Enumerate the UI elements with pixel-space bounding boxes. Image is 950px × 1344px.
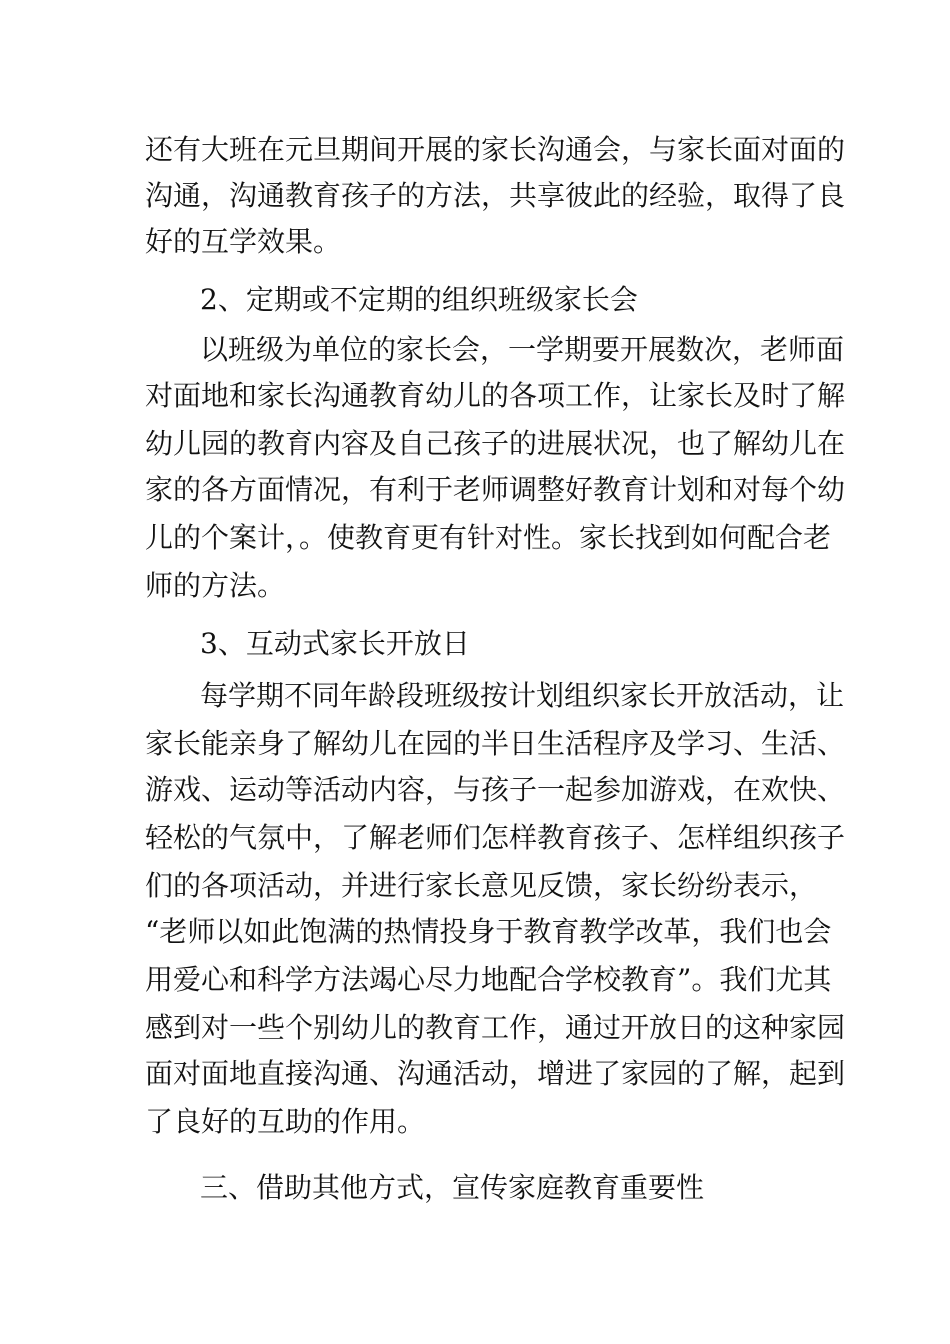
paragraph-line: 每学期不同年龄段班级按计划组织家长开放活动，让 <box>200 679 845 712</box>
paragraph-line: 面对面地直接沟通、沟通活动，增进了家园的了解，起到 <box>145 1057 846 1090</box>
paragraph-line: 轻松的气氛中，了解老师们怎样教育孩子、怎样组织孩子 <box>145 821 846 854</box>
section-heading: 三、借助其他方式，宣传家庭教育重要性 <box>200 1171 705 1204</box>
paragraph-line: 用爱心和科学方法竭心尽力地配合学校教育”。我们尤其 <box>145 963 832 996</box>
paragraph-line: 游戏、运动等活动内容，与孩子一起参加游戏，在欢快、 <box>145 773 846 806</box>
section-heading: 3、互动式家长开放日 <box>200 627 470 660</box>
paragraph-line: 对面地和家长沟通教育幼儿的各项工作，让家长及时了解 <box>145 379 846 412</box>
paragraph-line: 家长能亲身了解幼儿在园的半日生活程序及学习、生活、 <box>145 727 846 760</box>
paragraph-line: 儿的个案计，。使教育更有针对性。家长找到如何配合老 <box>145 521 832 554</box>
paragraph-line: 师的方法。 <box>145 569 286 602</box>
paragraph-line: 了良好的互助的作用。 <box>145 1105 426 1138</box>
paragraph-line: 家的各方面情况，有利于老师调整好教育计划和对每个幼 <box>145 473 846 506</box>
paragraph-line: 感到对一些个别幼儿的教育工作，通过开放日的这种家园 <box>145 1011 846 1044</box>
paragraph-line: 以班级为单位的家长会，一学期要开展数次，老师面 <box>200 333 845 366</box>
paragraph-line: 还有大班在元旦期间开展的家长沟通会，与家长面对面的 <box>145 133 846 166</box>
paragraph-line: 沟通，沟通教育孩子的方法，共享彼此的经验，取得了良 <box>145 179 846 212</box>
paragraph-line: 们的各项活动，并进行家长意见反馈，家长纷纷表示， <box>145 869 818 902</box>
section-heading: 2、定期或不定期的组织班级家长会 <box>200 283 638 316</box>
paragraph-line: 好的互学效果。 <box>145 225 342 258</box>
paragraph-line: “老师以如此饱满的热情投身于教育教学改革，我们也会 <box>145 915 832 948</box>
paragraph-line: 幼儿园的教育内容及自己孩子的进展状况，也了解幼儿在 <box>145 427 846 460</box>
